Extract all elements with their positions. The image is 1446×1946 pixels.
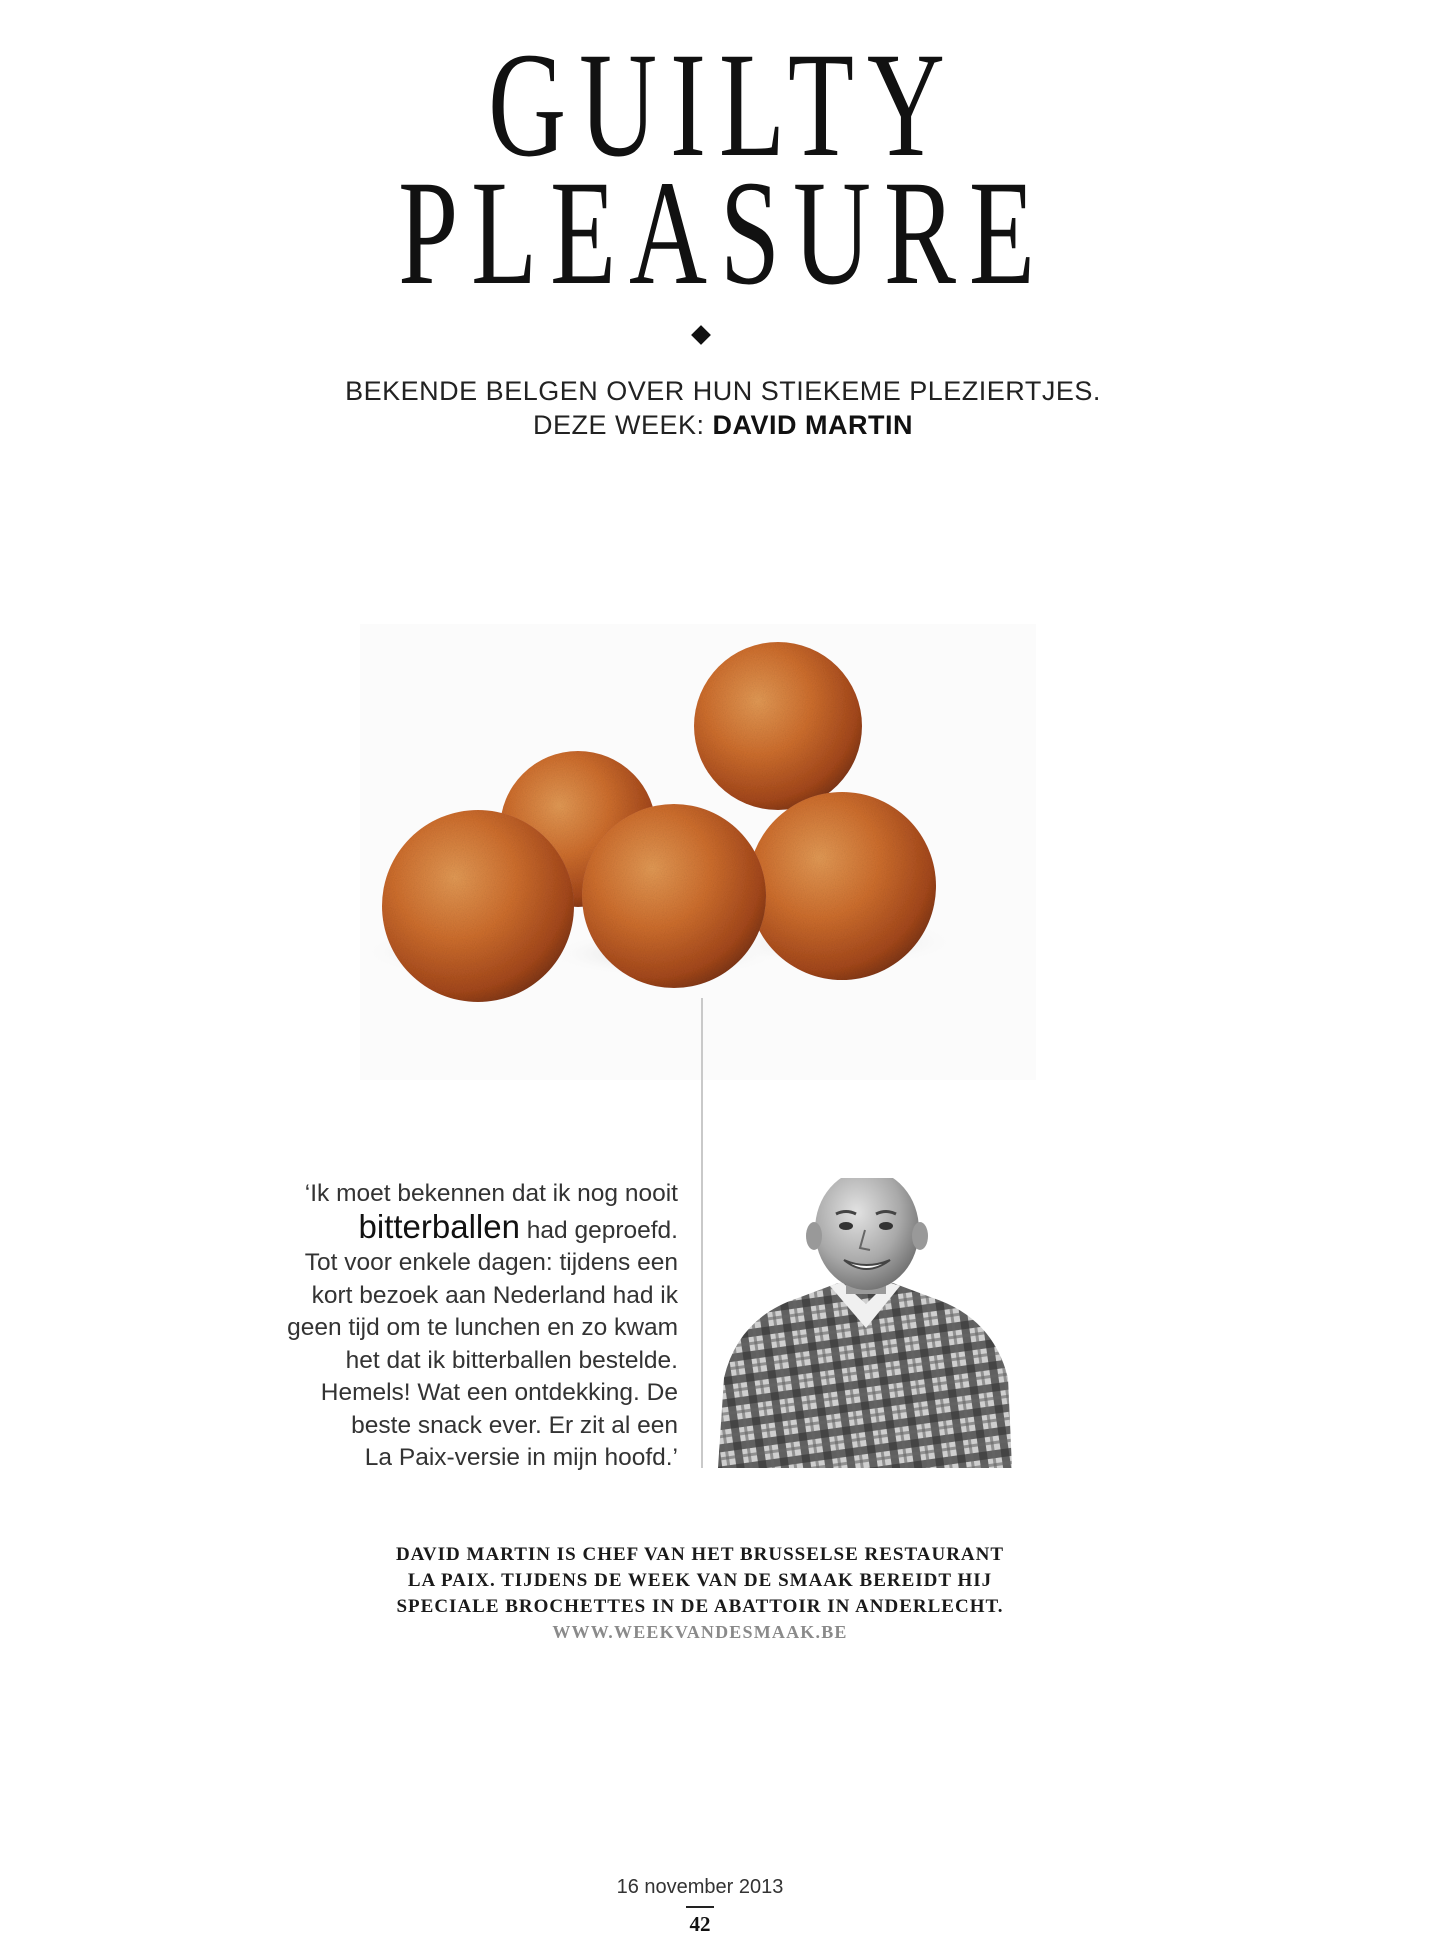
diamond-ornament (691, 325, 711, 345)
bitterballen-photo (360, 624, 1036, 1080)
head (815, 1178, 919, 1290)
quote-line: kort bezoek aan Nederland had ik (311, 1281, 678, 1309)
ear-left (806, 1222, 822, 1250)
chef-portrait-photo (718, 1178, 1012, 1468)
bitterballen-illustration (360, 624, 1036, 1080)
quote-highlight: bitterballen (358, 1207, 520, 1245)
quote-line: geen tijd om te lunchen en zo kwam (287, 1314, 678, 1341)
title-pleasure: PLEASURE (398, 150, 1048, 316)
issue-date: 16 november 2013 (616, 1876, 784, 1898)
subtitle-line-2 (0, 408, 1446, 442)
bitterbal-top (694, 642, 862, 810)
bio-line-2: LA PAIX. TIJDENS DE WEEK VAN DE SMAAK BEREIDT HIJ (407, 1570, 993, 1591)
subtitle-prefix: DEZE WEEK: (532, 410, 713, 440)
bio-line-3: SPECIALE BROCHETTES IN DE ABATTOIR IN ANDERLECHT. (396, 1596, 1004, 1617)
title-guilty: GUILTY (488, 22, 958, 188)
featured-name: DAVID MARTIN (712, 410, 913, 440)
quote-line-rest: had geproefd. (519, 1216, 678, 1244)
quote-line (250, 1207, 678, 1248)
eye-left (839, 1222, 853, 1230)
bitterbal-center (582, 804, 766, 988)
quote-block (250, 1178, 678, 1475)
bio-line-1: DAVID MARTIN IS CHEF VAN HET BRUSSELSE RESTAURANT (395, 1544, 1005, 1565)
quote-line: La Paix-versie in mijn hoofd.’ (364, 1444, 678, 1471)
page-number: 42 (689, 1912, 711, 1936)
quote-line: beste snack ever. Er zit al een (351, 1411, 678, 1439)
vertical-divider (701, 998, 703, 1468)
quote-line: ‘Ik moet bekennen dat ik nog nooit (304, 1180, 678, 1207)
ear-right (912, 1222, 928, 1250)
chef-portrait-illustration (718, 1178, 1012, 1468)
quote-line: het dat ik bitterballen bestelde. (345, 1346, 678, 1374)
eye-right (879, 1222, 893, 1230)
quote-line: Hemels! Wat een ontdekking. De (320, 1379, 678, 1406)
quote-line: Tot voor enkele dagen: tijdens een (304, 1249, 678, 1276)
bitterbal-front-left (382, 810, 574, 1002)
subtitle-line-1: BEKENDE BELGEN OVER HUN STIEKEME PLEZIERTJES. (345, 376, 1101, 406)
bitterbal-right (748, 792, 936, 980)
website-link[interactable]: WWW.WEEKVANDESMAAK.BE (552, 1622, 848, 1642)
footer-rule (686, 1906, 714, 1908)
